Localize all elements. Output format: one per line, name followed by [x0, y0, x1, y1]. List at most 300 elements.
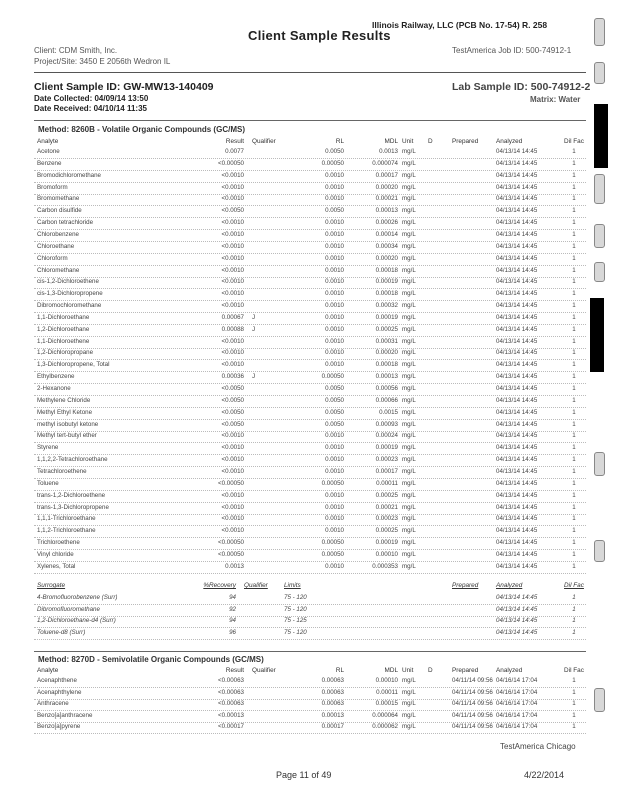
cell-analyzed: 04/13/14 14:45: [496, 230, 538, 238]
cell-analyte: Chloroform: [37, 254, 68, 262]
cell-dil-fac: 1: [572, 254, 576, 262]
binder-tab-4: [594, 174, 605, 204]
row-separator: [34, 639, 586, 640]
svoc-method-title: Method: 8270D - Semivolatile Organic Compounds (GC/MS): [38, 655, 264, 664]
cell-dil-fac: 1: [572, 711, 576, 719]
cell-unit: mg/L: [402, 373, 416, 381]
cell-analyte: methyl isobutyl ketone: [37, 420, 99, 428]
cell-analyzed: 04/13/14 14:45: [496, 467, 538, 475]
cell-analyzed: 04/13/14 14:45: [496, 432, 538, 440]
client-sample-id: Client Sample ID: GW-MW13-140409: [34, 81, 214, 93]
col-unit: Unit: [402, 667, 414, 674]
cell-rl: 0.0050: [325, 420, 344, 428]
cell-analyte: Benzo[a]anthracene: [37, 711, 93, 719]
cell-analyzed: 04/13/14 14:45: [496, 479, 538, 487]
cell-analyte: Dibromochloromethane: [37, 302, 102, 310]
cell-surrogate: Dibromofluoromethane: [37, 605, 100, 613]
cell-analyte: 1,1,2,2-Tetrachloroethane: [37, 456, 108, 464]
cell-result: <0.0010: [221, 266, 244, 274]
cell-rl: 0.0010: [325, 171, 344, 179]
cell-analyzed: 04/13/14 14:45: [496, 420, 538, 428]
cell-result: 0.0013: [225, 562, 244, 570]
cell-analyte: Styrene: [37, 444, 59, 452]
cell-mdl: 0.00020: [375, 349, 398, 357]
col-result: Result: [225, 667, 244, 674]
cell-result: <0.0010: [221, 361, 244, 369]
cell-result: <0.0010: [221, 195, 244, 203]
cell-dil-fac: 1: [572, 700, 576, 708]
lab-sample-id: Lab Sample ID: 500-74912-2: [452, 81, 591, 93]
cell-analyte: Carbon tetrachloride: [37, 219, 94, 227]
cell-limits: 75 - 125: [284, 617, 307, 625]
cell-dil-fac: 1: [572, 313, 576, 321]
cell-analyte: trans-1,2-Dichloroethene: [37, 491, 106, 499]
cell-dil-fac: 1: [572, 325, 576, 333]
cell-unit: mg/L: [402, 396, 416, 404]
cell-analyzed: 04/13/14 14:45: [496, 515, 538, 523]
cell-analyte: Methyl Ethyl Ketone: [37, 408, 93, 416]
cell-rl: 0.0050: [325, 408, 344, 416]
cell-mdl: 0.00025: [375, 491, 398, 499]
cell-dil-fac: 1: [572, 290, 576, 298]
cell-analyzed: 04/13/14 14:45: [496, 373, 538, 381]
col-recovery: %Recovery: [203, 582, 236, 589]
cell-dil-fac: 1: [572, 605, 576, 613]
cell-analyzed: 04/13/14 14:45: [496, 361, 538, 369]
col-prepared: Prepared: [452, 667, 479, 674]
cell-dil-fac: 1: [572, 467, 576, 475]
cell-mdl: 0.00021: [375, 195, 398, 203]
cell-result: <0.0010: [221, 432, 244, 440]
col-dil-fac: Dil Fac: [564, 667, 584, 674]
cell-analyzed: 04/13/14 14:45: [496, 550, 538, 558]
matrix: Matrix: Water: [530, 95, 581, 104]
cell-analyte: 1,1-Dichloroethene: [37, 337, 90, 345]
cell-recovery: 94: [229, 594, 236, 601]
col-analyzed: Analyzed: [496, 667, 523, 674]
cell-analyzed: 04/16/14 17:04: [496, 688, 538, 696]
binder-tab-7: [594, 452, 605, 476]
cell-prepared: 04/11/14 09:56: [452, 723, 493, 731]
cell-rl: 0.0010: [325, 515, 344, 523]
cell-analyzed: 04/13/14 14:45: [496, 628, 538, 636]
cell-rl: 0.0010: [325, 527, 344, 535]
cell-recovery: 92: [229, 605, 236, 613]
cell-analyte: Bromomethane: [37, 195, 80, 203]
cell-rl: 0.00063: [321, 700, 344, 708]
cell-analyzed: 04/13/14 14:45: [496, 325, 538, 333]
cell-analyzed: 04/13/14 14:45: [496, 207, 538, 215]
svoc-top-rule: [34, 651, 586, 652]
cell-unit: mg/L: [402, 171, 416, 179]
cell-rl: 0.00050: [321, 539, 344, 547]
cell-qualifier: J: [252, 373, 256, 381]
cell-result: <0.0010: [221, 456, 244, 464]
cell-result: 0.0077: [225, 148, 244, 155]
cell-analyte: 1,3-Dichloropropene, Total: [37, 361, 110, 369]
page-number: Page 11 of 49: [276, 770, 332, 780]
cell-mdl: 0.00018: [375, 361, 398, 369]
cell-mdl: 0.00023: [375, 456, 398, 464]
col-result: Result: [225, 138, 244, 145]
cell-analyte: Chloromethane: [37, 266, 80, 274]
cell-unit: mg/L: [402, 361, 416, 369]
cell-result: <0.0010: [221, 171, 244, 179]
cell-unit: mg/L: [402, 420, 416, 428]
cell-unit: mg/L: [402, 313, 416, 321]
cell-result: <0.00063: [218, 688, 244, 696]
cell-mdl: 0.00019: [375, 278, 398, 286]
cell-result: <0.0010: [221, 219, 244, 227]
cell-recovery: 96: [229, 628, 236, 636]
cell-dil-fac: 1: [572, 219, 576, 227]
cell-dil-fac: 1: [572, 183, 576, 191]
cell-analyzed: 04/13/14 14:45: [496, 503, 538, 511]
binder-tab-5: [594, 224, 605, 248]
cell-mdl: 0.00034: [375, 242, 398, 250]
col-prepared: Prepared: [452, 138, 479, 145]
cell-analyte: Methylene Chloride: [37, 396, 91, 404]
binder-tab-1: [594, 18, 605, 46]
cell-analyte: cis-1,2-Dichloroethene: [37, 278, 99, 286]
col-limits: Limits: [284, 582, 301, 589]
cell-analyzed: 04/13/14 14:45: [496, 242, 538, 250]
cell-analyte: Benzene: [37, 159, 62, 167]
cell-unit: mg/L: [402, 444, 416, 452]
cell-analyzed: 04/13/14 14:45: [496, 491, 538, 499]
cell-rl: 0.0050: [325, 396, 344, 404]
cell-analyzed: 04/13/14 14:45: [496, 302, 538, 310]
cell-unit: mg/L: [402, 219, 416, 227]
cell-rl: 0.0010: [325, 290, 344, 298]
cell-mdl: 0.0013: [379, 148, 398, 155]
cell-result: <0.0010: [221, 230, 244, 238]
date-collected: Date Collected: 04/09/14 13:50: [34, 94, 149, 103]
cell-result: <0.00013: [218, 711, 244, 719]
binder-tab-8: [594, 540, 605, 562]
cell-analyte: Ethylbenzene: [37, 373, 75, 381]
cell-mdl: 0.000074: [372, 159, 398, 167]
cell-analyzed: 04/13/14 14:45: [496, 254, 538, 262]
cell-result: <0.0010: [221, 290, 244, 298]
cell-result: 0.00088: [221, 325, 244, 333]
cell-analyte: Bromoform: [37, 183, 68, 191]
cell-result: <0.00050: [218, 159, 244, 167]
cell-mdl: 0.00011: [376, 479, 398, 487]
svoc-column-header: [0, 666, 618, 676]
cell-analyzed: 04/13/14 14:45: [496, 396, 538, 404]
cell-unit: mg/L: [402, 349, 416, 357]
cell-mdl: 0.00026: [375, 219, 398, 227]
cell-unit: mg/L: [402, 456, 416, 464]
cell-analyzed: 04/13/14 14:45: [496, 539, 538, 547]
cell-rl: 0.0010: [325, 456, 344, 464]
cell-result: 0.00067: [221, 313, 244, 321]
cell-result: <0.0050: [221, 408, 244, 416]
cell-result: <0.0050: [221, 420, 244, 428]
cell-analyzed: 04/13/14 14:45: [496, 349, 538, 357]
cell-dil-fac: 1: [572, 148, 576, 155]
cell-rl: 0.0010: [325, 242, 344, 250]
cell-dil-fac: 1: [572, 628, 576, 636]
cell-rl: 0.0010: [325, 183, 344, 191]
cell-result: <0.00063: [218, 700, 244, 708]
cell-analyzed: 04/13/14 14:45: [496, 594, 538, 601]
col-d: D: [428, 138, 433, 145]
cell-result: <0.0010: [221, 242, 244, 250]
cell-unit: mg/L: [402, 479, 416, 487]
cell-unit: mg/L: [402, 491, 416, 499]
cell-unit: mg/L: [402, 503, 416, 511]
cell-rl: 0.0010: [325, 444, 344, 452]
cell-analyzed: 04/13/14 14:45: [496, 617, 538, 625]
cell-dil-fac: 1: [572, 677, 576, 684]
row-separator: [34, 573, 586, 574]
cell-analyte: Chlorobenzene: [37, 230, 79, 238]
cell-dil-fac: 1: [572, 266, 576, 274]
cell-unit: mg/L: [402, 290, 416, 298]
cell-dil-fac: 1: [572, 230, 576, 238]
cell-mdl: 0.00021: [375, 503, 398, 511]
cell-unit: mg/L: [402, 242, 416, 250]
cell-result: <0.00050: [218, 550, 244, 558]
cell-mdl: 0.00011: [376, 688, 398, 696]
cell-mdl: 0.00013: [375, 207, 398, 215]
cell-mdl: 0.00066: [375, 396, 398, 404]
cell-result: <0.0010: [221, 527, 244, 535]
col-surr-qualifier: Qualifier: [244, 582, 268, 589]
cell-analyzed: 04/13/14 14:45: [496, 219, 538, 227]
cell-mdl: 0.00018: [375, 266, 398, 274]
cell-dil-fac: 1: [572, 594, 576, 601]
cell-result: <0.0010: [221, 491, 244, 499]
cell-dil-fac: 1: [572, 207, 576, 215]
cell-dil-fac: 1: [572, 503, 576, 511]
binder-tab-9: [594, 688, 605, 712]
cell-dil-fac: 1: [572, 195, 576, 203]
report-date: 4/22/2014: [524, 770, 565, 780]
date-received: Date Received: 04/10/14 11:35: [34, 104, 147, 113]
cell-unit: mg/L: [402, 183, 416, 191]
cell-unit: mg/L: [402, 148, 416, 155]
cell-dil-fac: 1: [572, 515, 576, 523]
cell-unit: mg/L: [402, 408, 416, 416]
cell-rl: 0.0010: [325, 349, 344, 357]
project-site: Project/Site: 3450 E 2056th Wedron IL: [34, 57, 171, 66]
col-analyzed: Analyzed: [496, 138, 523, 145]
scan-black-bar-1: [594, 104, 608, 168]
cell-analyzed: 04/16/14 17:04: [496, 700, 538, 708]
cell-unit: mg/L: [402, 385, 416, 392]
cell-result: <0.00063: [218, 677, 244, 684]
cell-dil-fac: 1: [572, 171, 576, 179]
cell-rl: 0.00063: [321, 688, 344, 696]
cell-analyzed: 04/16/14 17:04: [496, 677, 538, 684]
cell-analyzed: 04/13/14 14:45: [496, 266, 538, 274]
cell-prepared: 04/11/14 09:56: [452, 677, 493, 684]
cell-analyte: Acetone: [37, 148, 60, 155]
cell-analyte: Anthracene: [37, 700, 69, 708]
cell-unit: mg/L: [402, 325, 416, 333]
cell-rl: 0.00050: [321, 159, 344, 167]
job-id: TestAmerica Job ID: 500-74912-1: [452, 46, 572, 55]
cell-qualifier: J: [252, 313, 256, 321]
cell-analyzed: 04/13/14 14:45: [496, 171, 538, 179]
cell-analyzed: 04/13/14 14:45: [496, 385, 538, 392]
cell-mdl: 0.00019: [375, 539, 398, 547]
cell-prepared: 04/11/14 09:56: [452, 700, 493, 708]
cell-unit: mg/L: [402, 527, 416, 535]
cell-mdl: 0.00010: [375, 677, 398, 684]
cell-dil-fac: 1: [572, 396, 576, 404]
surrogate-header: [0, 581, 618, 591]
cell-unit: mg/L: [402, 254, 416, 262]
col-rl: RL: [335, 138, 344, 145]
cell-analyte: Toluene: [37, 479, 59, 487]
cell-unit: mg/L: [402, 539, 416, 547]
cell-dil-fac: 1: [572, 302, 576, 310]
cell-mdl: 0.00025: [375, 325, 398, 333]
cell-unit: mg/L: [402, 230, 416, 238]
cell-unit: mg/L: [402, 278, 416, 286]
cell-mdl: 0.00056: [375, 385, 398, 392]
cell-analyzed: 04/13/14 14:45: [496, 183, 538, 191]
cell-rl: 0.0010: [325, 278, 344, 286]
cell-result: <0.0010: [221, 302, 244, 310]
cell-rl: 0.0010: [325, 337, 344, 345]
cell-analyte: 1,2-Dichloropropane: [37, 349, 94, 357]
cell-analyzed: 04/13/14 14:45: [496, 456, 538, 464]
cell-unit: mg/L: [402, 159, 416, 167]
cell-prepared: 04/11/14 09:56: [452, 711, 493, 719]
cell-rl: 0.00050: [321, 479, 344, 487]
cell-analyzed: 04/16/14 17:04: [496, 711, 538, 719]
cell-analyte: 1,1-Dichloroethane: [37, 313, 90, 321]
cell-dil-fac: 1: [572, 349, 576, 357]
cell-dil-fac: 1: [572, 617, 576, 625]
cell-rl: 0.0010: [325, 302, 344, 310]
cell-rl: 0.0010: [325, 254, 344, 262]
cell-analyzed: 04/13/14 14:45: [496, 148, 538, 155]
cell-unit: mg/L: [402, 467, 416, 475]
cell-unit: mg/L: [402, 515, 416, 523]
cell-unit: mg/L: [402, 432, 416, 440]
binder-tab-2: [594, 62, 605, 84]
cell-mdl: 0.00031: [375, 337, 398, 345]
cell-rl: 0.00063: [321, 677, 344, 684]
cell-analyte: Acenaphthene: [37, 677, 77, 684]
cell-result: <0.0010: [221, 254, 244, 262]
cell-unit: mg/L: [402, 302, 416, 310]
cell-analyte: Trichloroethene: [37, 539, 80, 547]
col-surr-dil-fac: Dil Fac: [564, 582, 584, 589]
cell-result: <0.0050: [221, 385, 244, 392]
cell-analyzed: 04/13/14 14:45: [496, 313, 538, 321]
col-d: D: [428, 667, 433, 674]
col-mdl: MDL: [384, 138, 398, 145]
cell-dil-fac: 1: [572, 337, 576, 345]
binder-tab-6: [594, 262, 605, 282]
cell-analyte: Benzo[a]pyrene: [37, 723, 81, 731]
client-name: Client: CDM Smith, Inc.: [34, 46, 118, 55]
cell-unit: mg/L: [402, 337, 416, 345]
cell-mdl: 0.0015: [379, 408, 398, 416]
cell-dil-fac: 1: [572, 688, 576, 696]
cell-analyzed: 04/13/14 14:45: [496, 159, 538, 167]
cell-mdl: 0.00023: [375, 515, 398, 523]
cell-rl: 0.0010: [325, 325, 344, 333]
cell-mdl: 0.00024: [375, 432, 398, 440]
cell-result: <0.0010: [221, 444, 244, 452]
cell-mdl: 0.000353: [372, 562, 398, 570]
cell-rl: 0.0010: [325, 219, 344, 227]
cell-mdl: 0.00010: [375, 550, 398, 558]
col-dil-fac: Dil Fac: [564, 138, 584, 145]
cell-analyzed: 04/13/14 14:45: [496, 605, 538, 613]
cell-analyte: Tetrachloroethene: [37, 467, 87, 475]
cell-mdl: 0.000064: [372, 711, 398, 719]
cell-surrogate: 4-Bromofluorobenzene (Surr): [37, 594, 118, 601]
cell-dil-fac: 1: [572, 491, 576, 499]
cell-analyte: 1,1,1-Trichloroethane: [37, 515, 96, 523]
cell-mdl: 0.00032: [375, 302, 398, 310]
cell-dil-fac: 1: [572, 373, 576, 381]
cell-rl: 0.0050: [325, 148, 344, 155]
cell-mdl: 0.00015: [375, 700, 398, 708]
cell-analyte: Carbon disulfide: [37, 207, 82, 215]
cell-rl: 0.00017: [321, 723, 344, 731]
cell-dil-fac: 1: [572, 550, 576, 558]
cell-analyte: Xylenes, Total: [37, 562, 76, 570]
cell-prepared: 04/11/14 09:56: [452, 688, 493, 696]
cell-rl: 0.0050: [325, 207, 344, 215]
cell-analyte: Chloroethane: [37, 242, 75, 250]
cell-dil-fac: 1: [572, 562, 576, 570]
cell-result: 0.00036: [221, 373, 244, 381]
cell-analyte: cis-1,3-Dichloropropene: [37, 290, 103, 298]
cell-rl: 0.0010: [325, 562, 344, 570]
cell-analyte: 1,2-Dichloroethane: [37, 325, 90, 333]
cell-result: <0.0010: [221, 183, 244, 191]
cell-rl: 0.0010: [325, 266, 344, 274]
cell-rl: 0.0010: [325, 313, 344, 321]
cell-rl: 0.0010: [325, 432, 344, 440]
cell-analyzed: 04/13/14 14:45: [496, 195, 538, 203]
row-separator: [34, 733, 586, 734]
cell-rl: 0.00013: [321, 711, 344, 719]
cell-dil-fac: 1: [572, 159, 576, 167]
col-surrogate: Surrogate: [37, 582, 66, 589]
cell-analyzed: 04/13/14 14:45: [496, 408, 538, 416]
cell-dil-fac: 1: [572, 479, 576, 487]
cell-rl: 0.0010: [325, 491, 344, 499]
cell-result: <0.00017: [218, 723, 244, 731]
col-qualifier: Qualifier: [252, 667, 276, 674]
cell-dil-fac: 1: [572, 456, 576, 464]
cell-dil-fac: 1: [572, 539, 576, 547]
cell-dil-fac: 1: [572, 527, 576, 535]
cell-mdl: 0.00017: [375, 467, 398, 475]
cell-mdl: 0.00019: [375, 444, 398, 452]
cell-dil-fac: 1: [572, 432, 576, 440]
cell-result: <0.00050: [218, 479, 244, 487]
cell-rl: 0.00050: [321, 550, 344, 558]
page-title: Client Sample Results: [248, 28, 391, 43]
cell-unit: mg/L: [402, 700, 416, 708]
cell-unit: mg/L: [402, 195, 416, 203]
cell-surrogate: 1,2-Dichloroethane-d4 (Surr): [37, 617, 116, 625]
cell-analyte: Bromodichloromethane: [37, 171, 101, 179]
